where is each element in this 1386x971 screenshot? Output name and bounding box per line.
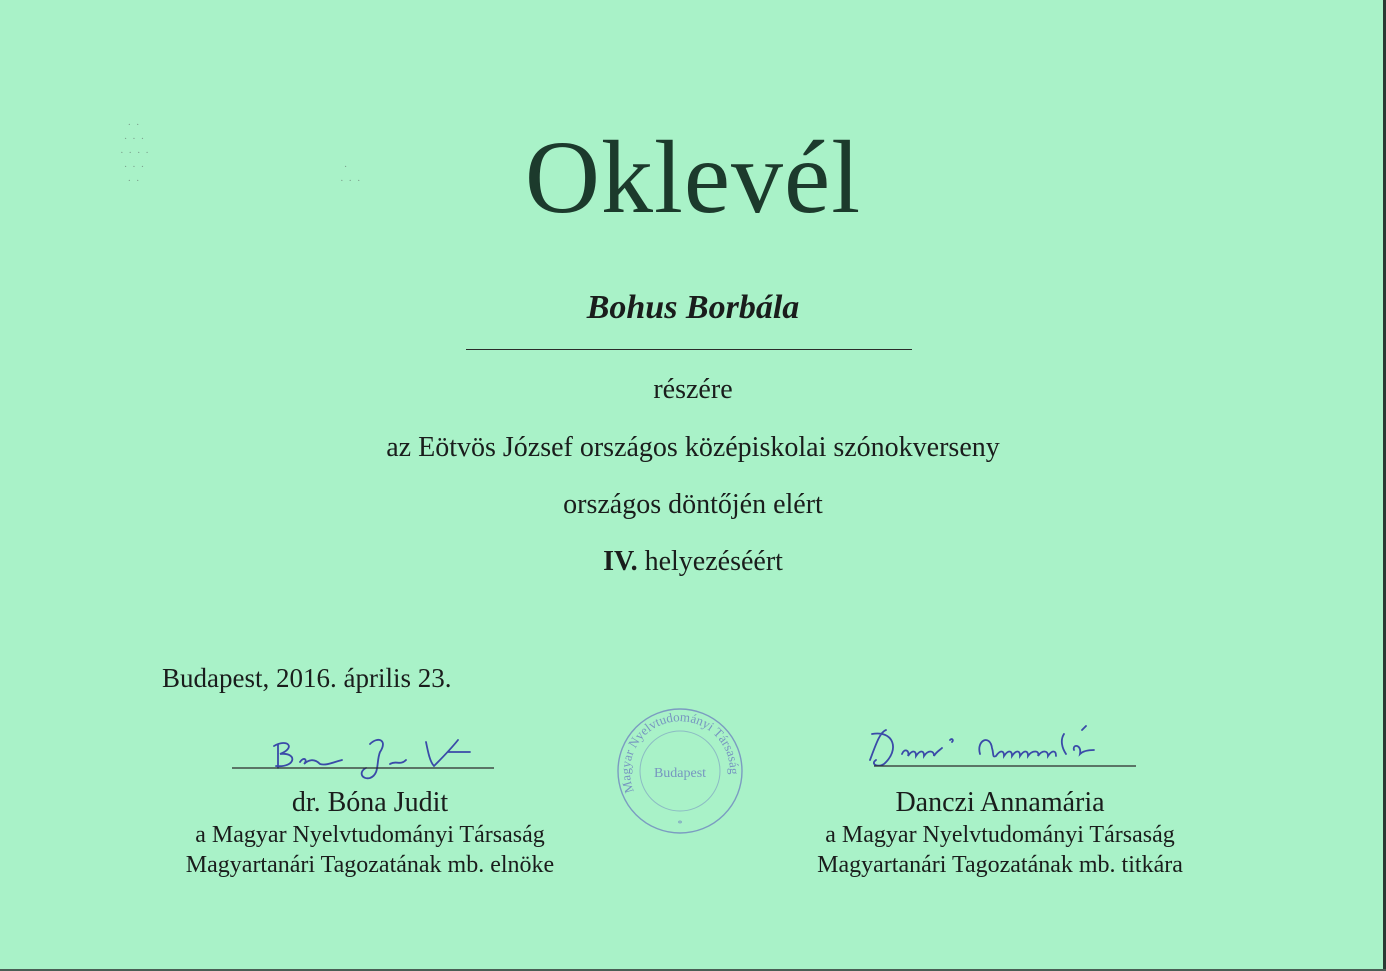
certificate-title: Oklevél [524, 120, 862, 235]
round-line: országos döntőjén elért [563, 489, 823, 520]
seal-center-text: Budapest [653, 766, 707, 781]
svg-text:Magyar Nyelvtudományi Társaság [618, 709, 742, 795]
seal-star-icon: * [677, 819, 683, 830]
seal-ring-text: Magyar Nyelvtudományi Társaság [617, 709, 743, 795]
recipient-underline [466, 349, 912, 350]
signatory-role-right-2: Magyartanári Tagozatának mb. titkára [817, 852, 1183, 878]
rank-suffix: helyezéséért [644, 546, 783, 577]
handwritten-signature-left [230, 730, 510, 782]
signatory-name-left: dr. Bóna Judit [291, 787, 449, 818]
official-seal [612, 703, 748, 839]
rank-line [0, 545, 1386, 579]
handwritten-signature-right [850, 720, 1150, 782]
signatory-name-right: Danczi Annamária [895, 787, 1105, 818]
signature-block-secretary [770, 720, 1230, 880]
signatory-role-left-1: a Magyar Nyelvtudományi Társaság [195, 822, 545, 848]
place-date: Budapest, 2016. április 23. [162, 663, 452, 693]
signatory-role-right-1: a Magyar Nyelvtudományi Társaság [825, 822, 1175, 848]
signature-block-president [140, 730, 600, 880]
signatory-role-left-2: Magyartanári Tagozatának mb. elnöke [185, 852, 555, 878]
recipient-name: Bohus Borbála [586, 289, 800, 326]
bleed-through-marks: · · · · · · · · · · · · · · [120, 119, 150, 187]
event-line: az Eötvös József országos középiskolai szónokverseny [386, 432, 1000, 463]
bleed-through-marks-2: · · · · [340, 161, 362, 187]
for-label: részére [653, 374, 733, 405]
rank-value: IV. [603, 546, 638, 577]
